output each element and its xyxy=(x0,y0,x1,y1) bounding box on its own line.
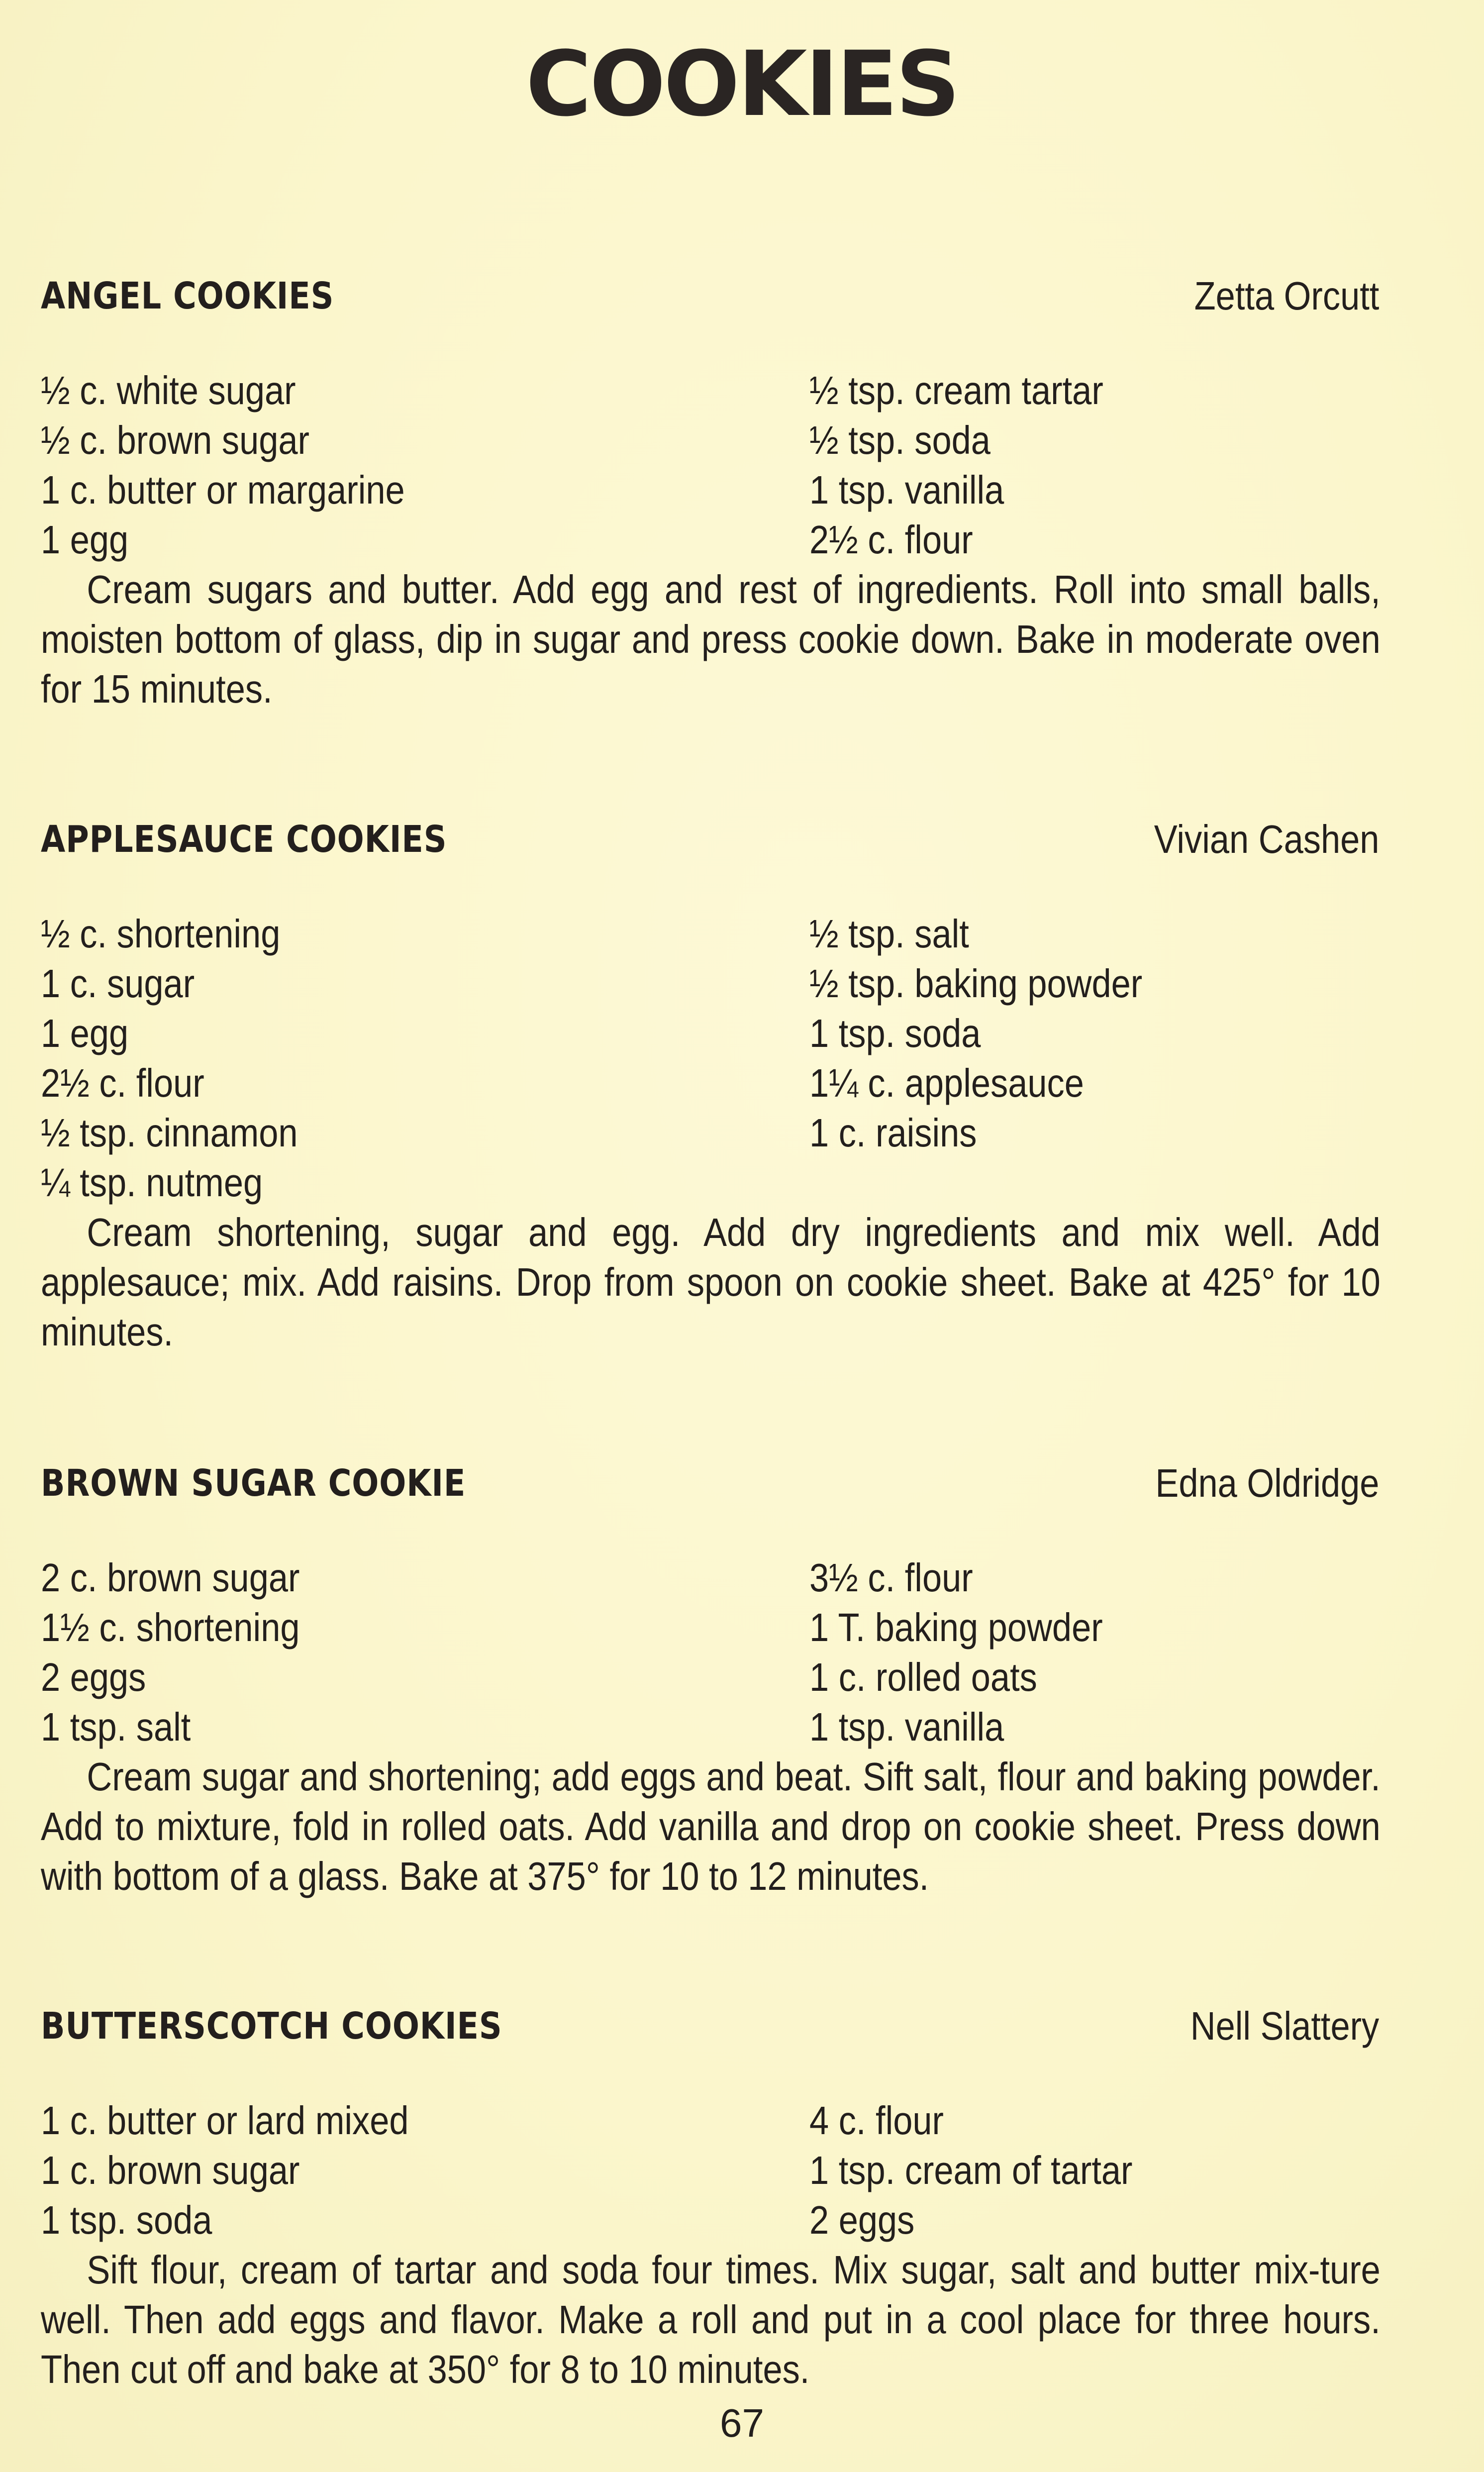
ingredient-list xyxy=(41,2096,1379,2245)
ingredient: 2 eggs xyxy=(41,1655,146,1699)
ingredient: ½ tsp. cream tartar xyxy=(809,368,1103,412)
ingredient: ½ c. shortening xyxy=(41,912,281,956)
ingredient-list xyxy=(41,1553,1379,1752)
ingredient: 1 egg xyxy=(41,517,129,562)
recipe-author: Zetta Orcutt xyxy=(1194,274,1379,318)
recipe-author: Edna Oldridge xyxy=(1155,1461,1379,1505)
ingredient: 1 c. brown sugar xyxy=(41,2148,300,2192)
ingredient: 1 egg xyxy=(41,1011,129,1055)
ingredient-column-right xyxy=(809,1553,1379,1752)
ingredient-column-left xyxy=(41,1553,809,1752)
ingredient-list xyxy=(41,366,1379,565)
ingredient: 2 eggs xyxy=(809,2198,915,2242)
ingredient: 1 c. butter or lard mixed xyxy=(41,2098,409,2143)
recipe-method: Cream shortening, sugar and egg. Add dry ingredients and mix well. Add applesauce; mix. Add raisins. Drop from spoon on cookie sheet. Bake at 425° for 10 minutes. xyxy=(41,1210,1381,1354)
ingredient: ½ tsp. baking powder xyxy=(809,961,1143,1006)
ingredient: ½ tsp. cinnamon xyxy=(41,1111,298,1155)
recipe-header xyxy=(41,810,1379,869)
ingredient: 1½ c. shortening xyxy=(41,1605,300,1649)
ingredient: 2½ c. flour xyxy=(41,1061,204,1105)
ingredient: 1 tsp. vanilla xyxy=(809,1705,1004,1749)
ingredient: 3½ c. flour xyxy=(809,1555,973,1600)
recipe-title: APPLESAUCE COOKIES xyxy=(41,818,447,861)
recipe-title: ANGEL COOKIES xyxy=(41,275,334,317)
ingredient: 1 tsp. cream of tartar xyxy=(809,2148,1133,2192)
recipe-title: BROWN SUGAR COOKIE xyxy=(41,1462,466,1505)
ingredient-column-left xyxy=(41,2096,809,2245)
ingredient-column-right xyxy=(809,2096,1379,2245)
recipe-butterscotch-cookies xyxy=(41,1996,1379,2394)
ingredient: ½ c. brown sugar xyxy=(41,418,310,462)
ingredient: 1 c. sugar xyxy=(41,961,195,1006)
recipe-method: Cream sugar and shortening; add eggs and beat. Sift salt, flour and baking powder. Add to mixture, fold in rolled oats. Add vanilla and drop on cookie sheet. Press down with bottom of a glass. Bake at 375° for 10 to 12 minutes. xyxy=(41,1754,1381,1898)
recipe-title: BUTTERSCOTCH COOKIES xyxy=(41,2005,502,2048)
ingredient: 1 T. baking powder xyxy=(809,1605,1103,1649)
recipe-header xyxy=(41,266,1379,326)
recipe-author: Nell Slattery xyxy=(1190,2004,1379,2048)
recipe-header xyxy=(41,1996,1379,2056)
recipe-method: Sift flour, cream of tartar and soda four times. Mix sugar, salt and butter mix-ture well. Then add eggs and flavor. Make a roll and put in a cool place for three hours. Then cut off and bake at 350° for 8 to 10 minutes. xyxy=(41,2248,1381,2391)
ingredient: 2½ c. flour xyxy=(809,517,973,562)
ingredient-column-left xyxy=(41,909,809,1208)
ingredient-column-right xyxy=(809,909,1379,1208)
ingredient: 2 c. brown sugar xyxy=(41,1555,300,1600)
ingredient: 1 tsp. salt xyxy=(41,1705,191,1749)
ingredient: ¼ tsp. nutmeg xyxy=(41,1160,263,1205)
ingredient-list xyxy=(41,909,1379,1208)
ingredient: 1 tsp. soda xyxy=(41,2198,212,2242)
page-title: COOKIES xyxy=(525,32,959,136)
ingredient-column-right xyxy=(809,366,1379,565)
ingredient: ½ c. white sugar xyxy=(41,368,296,412)
recipe-brown-sugar-cookie xyxy=(41,1453,1379,1901)
ingredient: 1 tsp. vanilla xyxy=(809,468,1004,512)
ingredient: 1 c. butter or margarine xyxy=(41,468,405,512)
recipe-header xyxy=(41,1453,1379,1513)
recipe-method: Cream sugars and butter. Add egg and rest of ingredients. Roll into small balls, moisten bottom of glass, dip in sugar and press cookie down. Bake in moderate oven for 15 minutes. xyxy=(41,567,1381,711)
ingredient: 4 c. flour xyxy=(809,2098,944,2143)
ingredient: 1 c. raisins xyxy=(809,1111,977,1155)
ingredient-column-left xyxy=(41,366,809,565)
recipe-author: Vivian Cashen xyxy=(1154,817,1379,861)
ingredient: 1¼ c. applesauce xyxy=(809,1061,1084,1105)
ingredient: ½ tsp. soda xyxy=(809,418,990,462)
page-number: 67 xyxy=(720,2401,764,2445)
recipe-angel-cookies xyxy=(41,266,1379,714)
recipe-applesauce-cookies xyxy=(41,810,1379,1357)
ingredient: 1 c. rolled oats xyxy=(809,1655,1037,1699)
ingredient: ½ tsp. salt xyxy=(809,912,969,956)
ingredient: 1 tsp. soda xyxy=(809,1011,981,1055)
